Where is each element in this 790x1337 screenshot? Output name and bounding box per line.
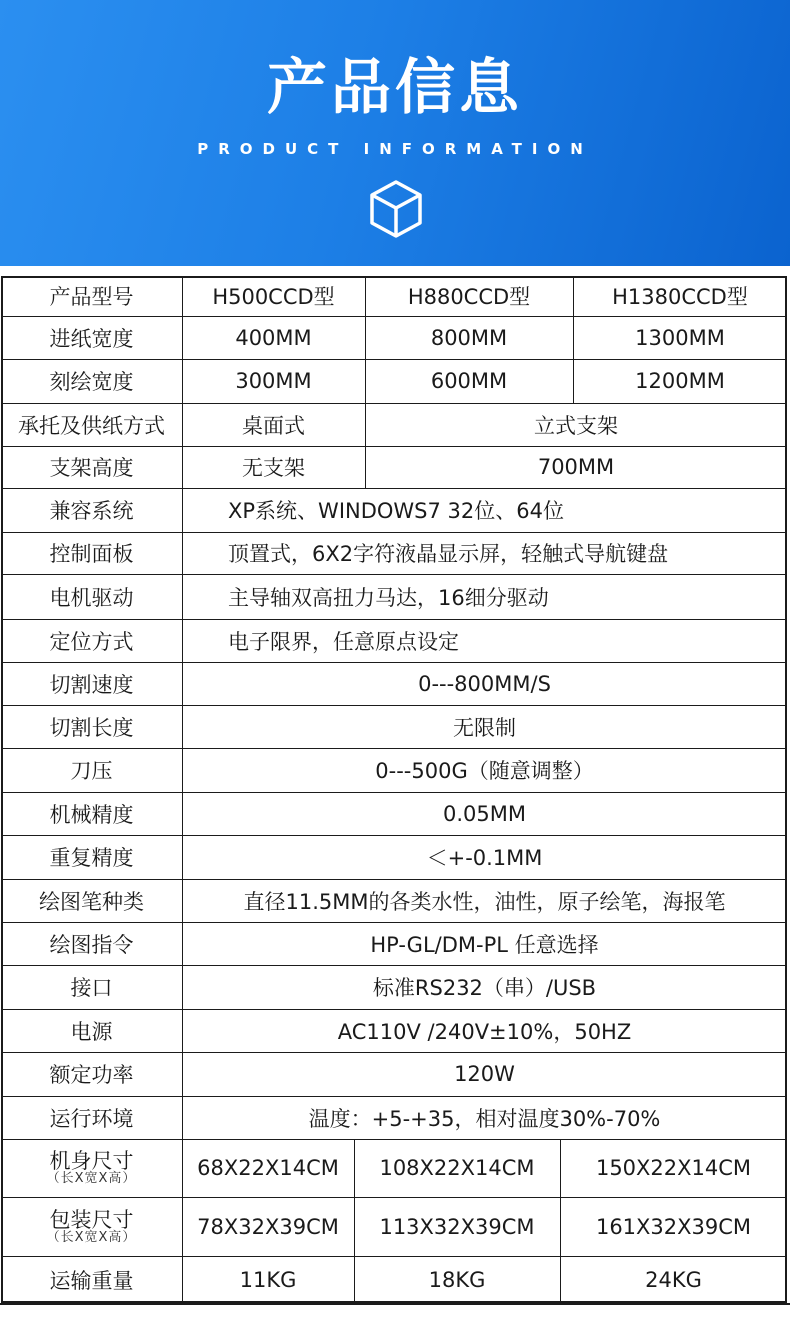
row-label-text: 包装尺寸 xyxy=(49,1207,134,1232)
value-cell: 无支架 xyxy=(242,456,305,480)
row-label xyxy=(1,879,182,922)
value-cell: 400MM xyxy=(235,325,312,350)
row-label-text: 定位方式 xyxy=(49,629,134,654)
row-label xyxy=(1,403,182,446)
row-label xyxy=(1,619,182,662)
row-label xyxy=(1,835,182,879)
row-label-text: 刀压 xyxy=(70,759,113,783)
value-cell: 立式支架 xyxy=(534,413,618,438)
row-label xyxy=(1,965,182,1009)
row-label-text: 机械精度 xyxy=(49,802,134,827)
value-cell: 68X22X14CM xyxy=(197,1156,339,1180)
spec-table xyxy=(0,276,790,1303)
row-label-text: 进纸宽度 xyxy=(49,326,134,351)
value-cell: H880CCD型 xyxy=(407,285,531,309)
row-label xyxy=(1,748,182,792)
row-label xyxy=(1,532,182,574)
value-cell: 300MM xyxy=(235,369,312,393)
row-label-text: 支架高度 xyxy=(49,456,134,480)
row-label xyxy=(1,792,182,835)
row-sublabel-text: （长X宽X高） xyxy=(46,1229,137,1245)
value-cell: 0---800MM/S xyxy=(418,671,551,696)
value-cell: H500CCD型 xyxy=(212,285,335,309)
row-label-text: 额定功率 xyxy=(49,1063,134,1087)
header-banner xyxy=(0,0,790,266)
value-cell: 顶置式，6X2字符液晶显示屏，轻触式导航键盘 xyxy=(228,542,669,566)
row-label-text: 产品型号 xyxy=(49,285,134,309)
row-label xyxy=(1,1096,182,1139)
row-label xyxy=(1,359,182,403)
value-cell: H1380CCD型 xyxy=(612,285,748,309)
value-cell: 800MM xyxy=(430,325,508,350)
value-cell: 桌面式 xyxy=(242,413,305,438)
value-cell: 150X22X14CM xyxy=(595,1156,752,1180)
value-cell: 120W xyxy=(454,1062,515,1086)
row-label xyxy=(1,1052,182,1096)
row-label-text: 电源 xyxy=(70,1019,113,1044)
value-cell: AC110V /240V±10%，50HZ xyxy=(337,1019,632,1044)
row-label xyxy=(1,574,182,619)
page-subtitle: PRODUCT INFORMATION xyxy=(197,140,593,158)
row-label xyxy=(1,705,182,748)
row-label xyxy=(1,1197,182,1256)
value-cell: 78X32X39CM xyxy=(197,1214,339,1239)
row-label-text: 接口 xyxy=(70,976,113,1000)
value-cell: XP系统、WINDOWS7 32位、64位 xyxy=(228,499,564,523)
value-cell: ＜+-0.1MM xyxy=(426,846,543,870)
value-cell: 113X32X39CM xyxy=(379,1214,535,1239)
page-title: 产品信息 xyxy=(267,53,523,123)
bottom-rule xyxy=(0,1303,790,1305)
row-label-text: 运输重量 xyxy=(49,1268,134,1293)
value-cell: 1200MM xyxy=(635,369,725,393)
value-cell: 18KG xyxy=(428,1267,486,1292)
row-label xyxy=(1,276,182,316)
row-sublabel-text: （长X宽X高） xyxy=(46,1171,137,1187)
row-label-text: 运行环境 xyxy=(49,1106,134,1131)
row-label-text: 绘图指令 xyxy=(49,932,134,957)
row-label-text: 兼容系统 xyxy=(49,499,134,523)
row-label-text: 电机驱动 xyxy=(49,585,134,610)
value-cell: 161X32X39CM xyxy=(595,1214,752,1239)
row-label xyxy=(1,662,182,705)
row-label-text: 刻绘宽度 xyxy=(49,370,134,394)
row-label-text: 绘图笔种类 xyxy=(39,889,144,914)
value-cell: HP-GL/DM-PL 任意选择 xyxy=(370,932,599,957)
value-cell: 1300MM xyxy=(635,325,725,350)
row-label xyxy=(1,488,182,532)
value-cell: 无限制 xyxy=(453,715,516,740)
value-cell: 电子限界，任意原点设定 xyxy=(228,629,459,654)
row-label-text: 机身尺寸 xyxy=(49,1149,134,1174)
value-cell: 直径11.5MM的各类水性，油性，原子绘笔，海报笔 xyxy=(243,889,726,914)
row-label xyxy=(1,1139,182,1197)
value-cell: 温度：+5-+35，相对温度30%-70% xyxy=(308,1106,661,1131)
row-label xyxy=(1,1009,182,1052)
row-label xyxy=(1,446,182,488)
row-label xyxy=(1,922,182,965)
value-cell: 0.05MM xyxy=(443,801,526,826)
row-label xyxy=(1,316,182,359)
row-label-text: 承托及供纸方式 xyxy=(18,413,165,438)
row-label xyxy=(1,1256,182,1303)
value-cell: 108X22X14CM xyxy=(379,1156,535,1180)
cube-icon xyxy=(367,178,425,240)
value-cell: 0---500G（随意调整） xyxy=(375,759,594,783)
row-label-text: 切割长度 xyxy=(49,715,134,740)
row-label-text: 切割速度 xyxy=(49,672,134,697)
value-cell: 600MM xyxy=(430,369,508,393)
row-label-text: 重复精度 xyxy=(49,846,134,870)
value-cell: 主导轴双高扭力马达，16细分驱动 xyxy=(228,585,549,610)
value-cell: 标准RS232（串）/USB xyxy=(372,976,597,1000)
value-cell: 700MM xyxy=(537,455,615,479)
row-label-text: 控制面板 xyxy=(49,542,134,566)
value-cell: 11KG xyxy=(239,1267,297,1292)
value-cell: 24KG xyxy=(645,1267,702,1292)
